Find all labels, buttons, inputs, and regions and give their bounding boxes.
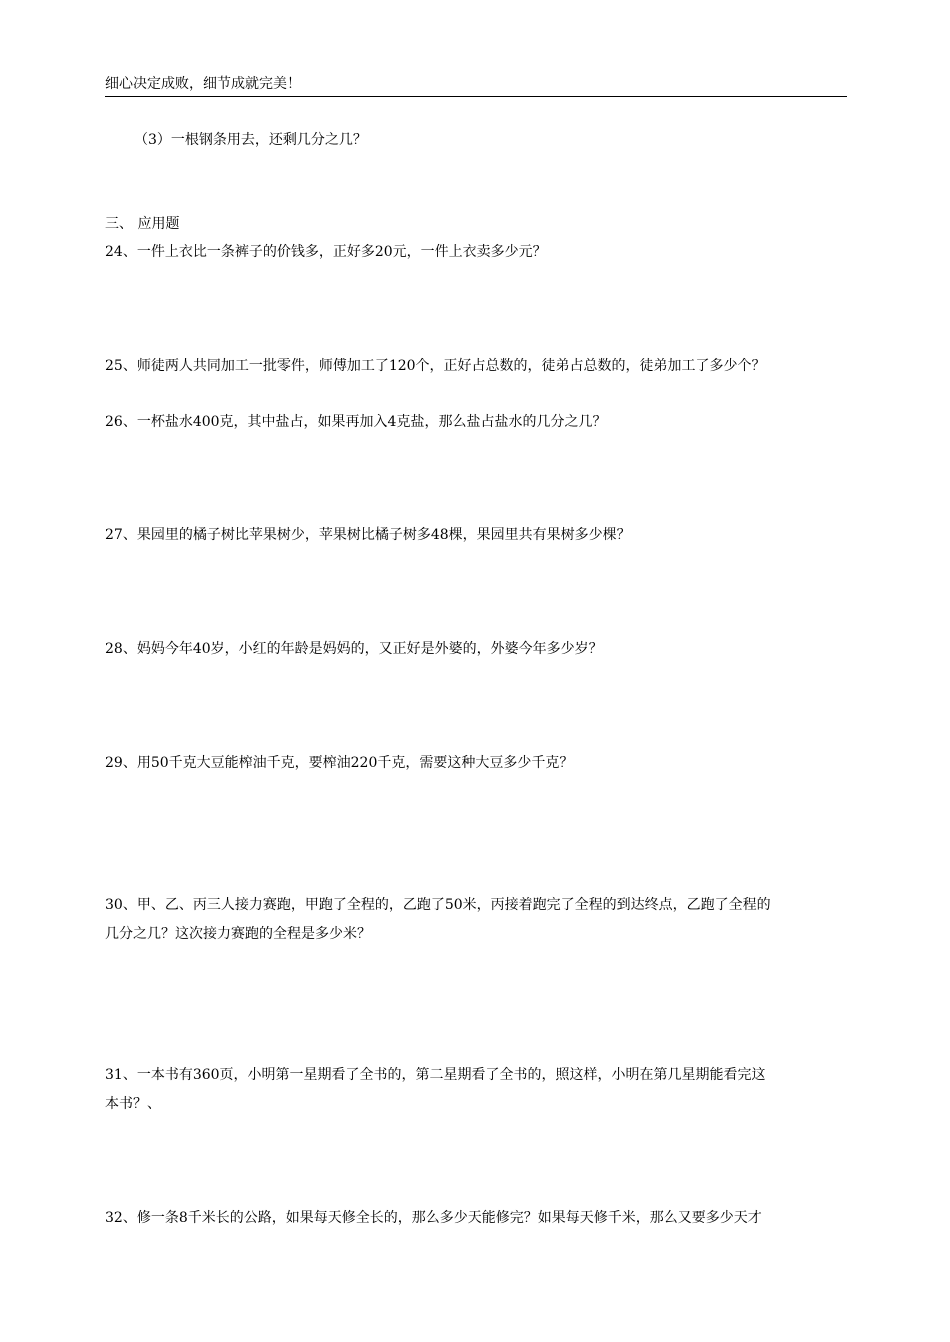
question-31-line-1: 31、一本书有360页，小明第一星期看了全书的，第二星期看了全书的，照这样，小明在第几星期能看完这 [105, 1067, 766, 1083]
question-31-line-2: 本书？、 [105, 1096, 161, 1112]
question-3-sub: （3）一根钢条用去，还剩几分之几？ [134, 132, 367, 148]
page-header-motto: 细心决定成败，细节成就完美！ [105, 74, 847, 97]
question-32-line-1: 32、修一条8千米长的公路，如果每天修全长的，那么多少天能修完？如果每天修千米，那么又要多少天才 [105, 1210, 762, 1226]
question-30-line-2: 几分之几？这次接力赛跑的全程是多少米？ [105, 926, 371, 942]
question-25: 25、师徒两人共同加工一批零件，师傅加工了120个，正好占总数的，徒弟占总数的，徒弟加工了多少个？ [105, 358, 766, 374]
question-27: 27、果园里的橘子树比苹果树少，苹果树比橘子树多48棵，果园里共有果树多少棵？ [105, 527, 631, 543]
question-30-line-1: 30、甲、乙、丙三人接力赛跑，甲跑了全程的，乙跑了50米，丙接着跑完了全程的到达终点，乙跑了全程的 [105, 897, 771, 913]
question-28: 28、妈妈今年40岁，小红的年龄是妈妈的，又正好是外婆的，外婆今年多少岁？ [105, 641, 603, 657]
question-26: 26、一杯盐水400克，其中盐占，如果再加入4克盐，那么盐占盐水的几分之几？ [105, 414, 607, 430]
question-24: 24、一件上衣比一条裤子的价钱多，正好多20元，一件上衣卖多少元？ [105, 244, 547, 260]
question-29: 29、用50千克大豆能榨油千克，要榨油220千克，需要这种大豆多少千克？ [105, 755, 574, 771]
section-heading-applications: 三、 应用题 [105, 216, 180, 232]
